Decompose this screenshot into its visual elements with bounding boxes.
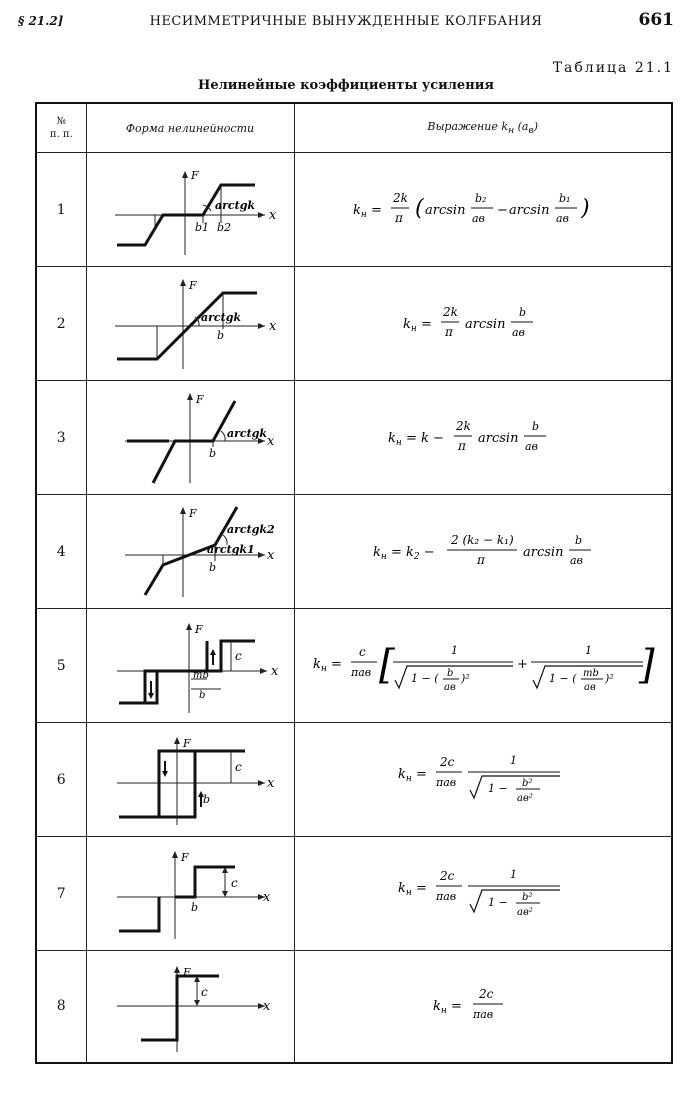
svg-text:kн =: $k_н$ = — [397, 880, 427, 898]
table-number: Таблица 21.1 — [552, 60, 674, 76]
formula-cell — [294, 609, 672, 723]
row-number: 5 — [36, 609, 86, 723]
svg-text:kн =: $k_н$ = — [432, 999, 462, 1017]
label-b2: b2 — [217, 220, 232, 234]
label-arctgk2: arctgk2 — [227, 522, 275, 536]
svg-text:)²: )² — [460, 671, 470, 685]
svg-text:]: ] — [638, 641, 655, 688]
svg-text:kн =: $k_н$ = — [402, 316, 432, 334]
page-header — [18, 10, 674, 36]
svg-text:[: [ — [378, 641, 395, 688]
svg-text:2c: 2c — [478, 987, 494, 1002]
label-F: F — [183, 966, 191, 980]
label-c: c — [235, 759, 242, 774]
svg-text:arcsin: arcsin — [508, 202, 550, 218]
svg-text:kн = k −: $k_н = k$ − — [387, 430, 444, 448]
label-c: c — [201, 985, 208, 1000]
label-F: F — [183, 736, 191, 750]
label-b: b — [203, 792, 211, 806]
label-c: c — [231, 875, 238, 890]
svg-text:aв: aв — [583, 681, 596, 693]
svg-text:aв: aв — [443, 681, 456, 693]
label-x: x — [267, 433, 275, 449]
table-caption: Нелинейные коэффициенты усиления — [198, 78, 494, 93]
svg-text:b²: b² — [521, 777, 533, 789]
formula-cell — [294, 951, 672, 1063]
graph-piecewise-linear — [95, 497, 285, 607]
col-form-header: Форма нелинейности — [86, 103, 294, 153]
formula-1 — [353, 188, 613, 232]
svg-text:2k: 2k — [455, 418, 471, 433]
label-b: b — [191, 900, 199, 914]
formula-7 — [398, 864, 568, 924]
svg-text:aв: aв — [471, 211, 485, 225]
svg-text:aв²: aв² — [516, 906, 533, 918]
svg-text:πaв: πaв — [350, 665, 371, 679]
label-b: b — [199, 689, 206, 701]
svg-text:2 (k₂ − k₁): 2 (k₂ − k₁) — [450, 532, 514, 547]
graph-saturation — [95, 269, 285, 379]
nonlinearity-figure — [86, 267, 294, 381]
svg-text:kн =: $k_н$ = — [352, 202, 382, 220]
formula-6 — [398, 750, 568, 810]
label-x: x — [269, 318, 277, 334]
label-x: x — [271, 663, 279, 679]
svg-text:aв²: aв² — [516, 792, 533, 804]
svg-text:aв: aв — [555, 211, 569, 225]
svg-text:aв: aв — [569, 553, 583, 567]
svg-text:1: 1 — [450, 643, 458, 657]
svg-text:1 −: 1 − — [487, 781, 508, 795]
svg-text:π: π — [444, 324, 453, 339]
section-ref: § 21.2] — [18, 14, 64, 28]
svg-text:arcsin: arcsin — [464, 316, 506, 332]
svg-text:aв: aв — [524, 439, 538, 453]
label-b: b — [217, 328, 225, 342]
table-row — [36, 609, 672, 723]
svg-text:b: b — [574, 533, 582, 547]
svg-text:b: b — [518, 305, 526, 319]
label-F: F — [191, 168, 199, 182]
label-x: x — [263, 889, 271, 905]
svg-text:b: b — [446, 667, 454, 679]
graph-hysteresis-dead-zone — [95, 611, 285, 721]
label-x: x — [267, 547, 275, 563]
formula-cell — [294, 153, 672, 267]
svg-text:2c: 2c — [439, 754, 455, 769]
coefficients-table — [35, 102, 673, 1064]
svg-text:kн =: $k_н$ = — [312, 656, 342, 674]
label-arctgk: arctgk — [227, 426, 268, 440]
graph-dead-zone — [95, 383, 285, 493]
label-arctgk: arctgk — [201, 310, 242, 324]
graph-relay-hysteresis — [95, 725, 285, 835]
svg-text:2c: 2c — [439, 868, 455, 883]
svg-text:aв: aв — [511, 325, 525, 339]
svg-text:arcsin: arcsin — [477, 430, 519, 446]
svg-text:mb: mb — [582, 667, 599, 679]
svg-text:b²: b² — [521, 891, 533, 903]
formula-cell — [294, 267, 672, 381]
label-x: x — [263, 999, 271, 1015]
running-title: НЕСИММЕТРИЧНЫЕ ВЫНУЖДЕННЫЕ КОЛFБАНИЯ — [149, 14, 543, 29]
table-row — [36, 153, 672, 267]
label-x: x — [267, 775, 275, 791]
table-row — [36, 267, 672, 381]
svg-text:(: ( — [414, 195, 424, 221]
formula-8 — [433, 984, 533, 1028]
svg-text:arcsin: arcsin — [522, 544, 564, 560]
label-c: c — [235, 648, 242, 663]
formula-2 — [403, 302, 563, 346]
table-row — [36, 837, 672, 951]
svg-text:1: 1 — [509, 753, 517, 767]
table-row — [36, 495, 672, 609]
row-number: 3 — [36, 381, 86, 495]
formula-cell — [294, 837, 672, 951]
col-expr-label: Выражение $k_н$ $(a_в)$ — [427, 119, 539, 137]
row-number: 7 — [36, 837, 86, 951]
svg-text:+: + — [516, 656, 528, 672]
graph-dead-zone-saturation — [95, 155, 285, 265]
formula-cell — [294, 723, 672, 837]
formula-4 — [373, 530, 593, 574]
svg-text:2k: 2k — [392, 190, 408, 205]
row-number: 4 — [36, 495, 86, 609]
label-b: b — [209, 560, 217, 574]
svg-text:π: π — [394, 210, 403, 225]
svg-text:π: π — [457, 438, 466, 453]
svg-text:2k: 2k — [442, 304, 458, 319]
svg-text:πaв: πaв — [435, 775, 456, 789]
nonlinearity-figure — [86, 837, 294, 951]
table-header-row — [36, 103, 672, 153]
svg-text:1 − (: 1 − ( — [548, 671, 577, 685]
nonlinearity-figure — [86, 609, 294, 723]
graph-relay-dead-zone — [95, 839, 285, 949]
svg-text:b: b — [531, 419, 539, 433]
svg-text:kн = k2 −: $k_н = k_2$ − — [372, 544, 435, 562]
col-num-line1: № — [56, 116, 66, 127]
row-number: 2 — [36, 267, 86, 381]
svg-text:1: 1 — [584, 643, 592, 657]
svg-text:c: c — [358, 644, 366, 659]
table-row — [36, 951, 672, 1063]
nonlinearity-figure — [86, 723, 294, 837]
svg-text:)²: )² — [604, 671, 614, 685]
svg-text:πaв: πaв — [435, 889, 456, 903]
svg-text:b₁: b₁ — [558, 191, 571, 205]
label-F: F — [189, 278, 197, 292]
label-F: F — [189, 506, 197, 520]
svg-text:πaв: πaв — [472, 1008, 493, 1022]
formula-3 — [388, 416, 578, 460]
label-x: x — [269, 207, 277, 223]
row-number: 6 — [36, 723, 86, 837]
svg-text:1 − (: 1 − ( — [410, 671, 439, 685]
nonlinearity-figure — [86, 951, 294, 1063]
formula-cell — [294, 381, 672, 495]
table-row — [36, 381, 672, 495]
col-num-line2: п. п. — [49, 129, 73, 140]
row-number: 1 — [36, 153, 86, 267]
col-expr-header — [294, 103, 672, 153]
label-b: b — [209, 446, 217, 460]
svg-text:kн =: $k_н$ = — [397, 766, 427, 784]
formula-cell — [294, 495, 672, 609]
label-arctgk1: arctgk1 — [207, 542, 255, 556]
label-b1: b1 — [195, 220, 210, 234]
nonlinearity-figure — [86, 381, 294, 495]
graph-ideal-relay — [95, 956, 285, 1056]
svg-text:arcsin: arcsin — [424, 202, 466, 218]
svg-text:−: − — [496, 202, 508, 218]
label-mb: mb — [193, 669, 209, 681]
label-F: F — [195, 622, 203, 636]
label-F: F — [181, 850, 189, 864]
nonlinearity-figure — [86, 153, 294, 267]
svg-text:): ) — [580, 195, 590, 221]
svg-text:b₂: b₂ — [474, 191, 487, 205]
table-row — [36, 723, 672, 837]
formula-5 — [313, 634, 653, 698]
label-F: F — [196, 392, 204, 406]
nonlinearity-figure — [86, 495, 294, 609]
label-arctgk: arctgk — [215, 198, 256, 212]
svg-text:π: π — [476, 552, 485, 567]
page-number: 661 — [638, 10, 674, 30]
svg-text:1: 1 — [509, 867, 517, 881]
col-num-header — [36, 103, 86, 153]
row-number: 8 — [36, 951, 86, 1063]
svg-text:1 −: 1 − — [487, 895, 508, 909]
